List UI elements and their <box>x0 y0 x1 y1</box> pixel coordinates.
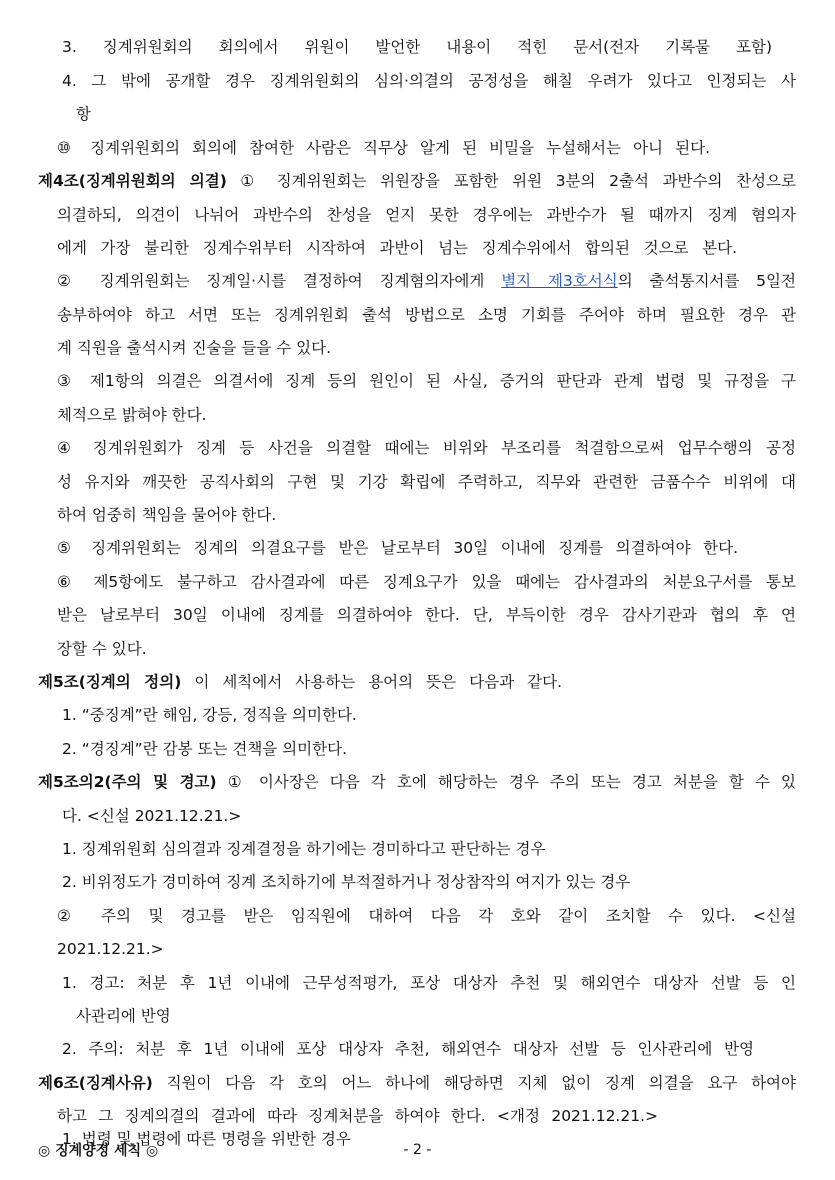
text-line: ④ 징계위원회가 징계 등 사건을 의결할 때에는 비위와 부조리를 척결함으로써 업무수행의 공정 <box>57 439 796 457</box>
text-line: 에게 가장 불리한 징계수위부터 시작하여 과반이 넘는 징계수위에서 합의된 것으로 본다. <box>57 239 737 257</box>
text-line: 송부하여야 하고 서면 또는 징계위원회 출석 방법으로 소명 기회를 주어야 하며 필요한 경우 관 <box>57 306 796 324</box>
article-5-2-line <box>38 771 796 793</box>
article-5-line <box>38 671 562 693</box>
text-line: 항 <box>76 105 91 123</box>
text-line: 성 유지와 깨끗한 공직사회의 구현 및 기강 확립에 주력하고, 직무와 관련한 금품수수 비위에 대 <box>57 473 796 491</box>
text-line: ⑤ 징계위원회는 징계의 의결요구를 받은 날로부터 30일 이내에 징계를 의결하여야 한다. <box>57 539 738 557</box>
list-item: 1. 징계위원회 심의결과 징계결정을 하기에는 경미하다고 판단하는 경우 <box>62 840 546 858</box>
text-line: ⑩ 징계위원회의 회의에 참여한 사람은 직무상 알게 된 비밀을 누설해서는 아니 된다. <box>57 139 710 157</box>
text-line: 하여 엄중히 책임을 물어야 한다. <box>57 506 277 524</box>
text-line: ① 징계위원회는 위원장을 포함한 위원 3분의 2출석 과반수의 찬성으로 <box>226 172 796 190</box>
footer-title: ◎ 징계양정 세칙 ◎ <box>38 1143 159 1159</box>
list-item: 2. 비위정도가 경미하여 징계 조치하기에 부적절하거나 정상참작의 여지가 있는 경우 <box>62 873 631 891</box>
text-line: 하고 그 징계의결의 결과에 따라 징계처분을 하여야 한다. <개정 2021.12.21.> <box>57 1107 658 1125</box>
article-heading: 제5조(징계의 정의) <box>38 673 182 691</box>
list-item: 2. “경징계”란 감봉 또는 견책을 의미한다. <box>62 740 348 758</box>
list-item: 1. “중징계”란 해임, 강등, 정직을 의미한다. <box>62 706 357 724</box>
text-line: 3. 징계위원회의 회의에서 위원이 발언한 내용이 적힌 문서(전자 기록물 포함) <box>62 38 772 56</box>
article-heading: 제5조의2(주의 및 경고) <box>38 773 217 791</box>
text-line: 다. <신설 2021.12.21.> <box>62 807 242 825</box>
article-heading: 제6조(징계사유) <box>38 1074 153 1092</box>
text-segment: ② 징계위원회는 징계일·시를 결정하여 징계혐의자에게 <box>57 272 502 290</box>
text-line: 계 직원을 출석시켜 진술을 들을 수 있다. <box>57 339 332 357</box>
text-line: ③ 제1항의 의결은 의결서에 징계 등의 원인이 된 사실, 증거의 판단과 관계 법령 및 규정을 구 <box>57 372 796 390</box>
text-line: ⑥ 제5항에도 불구하고 감사결과에 따른 징계요구가 있을 때에는 감사결과의 처분요구서를 통보 <box>57 573 796 591</box>
text-line: 직원이 다음 각 호의 어느 하나에 해당하면 지체 없이 징계 의결을 요구 하여야 <box>152 1074 796 1092</box>
article-4-line <box>38 170 796 192</box>
text-line: ② 주의 및 경고를 받은 임직원에 대하여 다음 각 호와 같이 조치할 수 있다. <신설 <box>57 907 796 925</box>
text-line <box>57 270 796 292</box>
article-6-line <box>38 1072 796 1094</box>
text-line: 체적으로 밝혀야 한다. <box>57 406 207 424</box>
list-item: 1. 법령 및 법령에 따른 명령을 위반한 경우 <box>62 1130 351 1148</box>
page-number: - 2 - <box>403 1142 432 1158</box>
text-line: 의결하되, 의견이 나뉘어 과반수의 찬성을 얻지 못한 경우에는 과반수가 될 때까지 징계 혐의자 <box>57 206 796 224</box>
text-segment: 의 출석통지서를 5일전 <box>617 272 796 290</box>
text-line: ① 이사장은 다음 각 호에 해당하는 경우 주의 또는 경고 처분을 할 수 있 <box>216 773 796 791</box>
text-line: 받은 날로부터 30일 이내에 징계를 의결하여야 한다. 단, 부득이한 경우 감사기관과 협의 후 연 <box>57 606 796 624</box>
text-line: 장할 수 있다. <box>57 640 147 658</box>
list-item: 1. 경고: 처분 후 1년 이내에 근무성적평가, 포상 대상자 추천 및 해외연수 대상자 선발 등 인 <box>62 974 796 992</box>
text-line: 4. 그 밖에 공개할 경우 징계위원회의 심의·의결의 공정성을 해칠 우려가 있다고 인정되는 사 <box>62 72 796 90</box>
list-item: 사관리에 반영 <box>76 1007 171 1025</box>
text-line: 이 세칙에서 사용하는 용어의 뜻은 다음과 같다. <box>181 673 562 691</box>
form-3-link[interactable]: 별지 제3호서식 <box>501 272 618 290</box>
list-item: 2. 주의: 처분 후 1년 이내에 포상 대상자 추천, 해외연수 대상자 선발 등 인사관리에 반영 <box>62 1040 754 1058</box>
article-heading: 제4조(징계위원회의 의결) <box>38 172 227 190</box>
text-line: 2021.12.21.> <box>57 940 164 958</box>
